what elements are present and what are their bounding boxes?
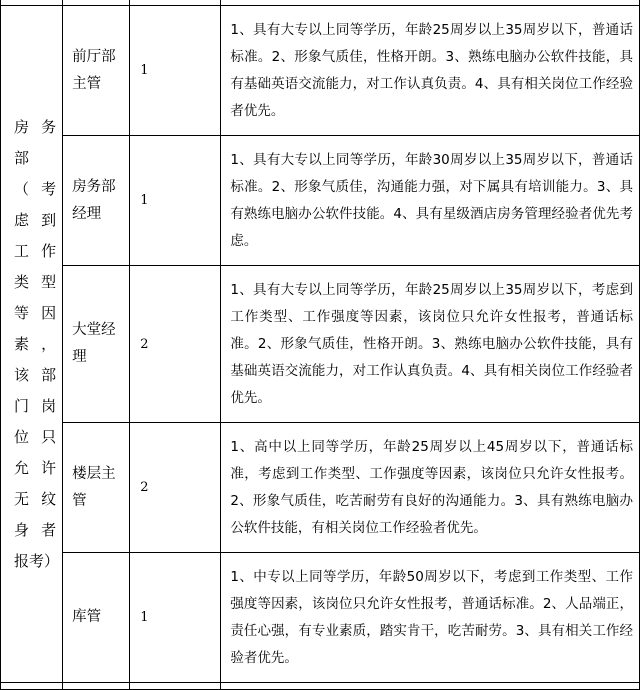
count-cell [130,423,221,553]
count-cell [130,6,221,136]
position-cell [63,136,130,266]
position-count: 2 [140,480,149,495]
next-row-stub [1,683,640,690]
position-requirements: 1、中专以上同等学历，年龄50周岁以下，考虑到工作类型、工作强度等因素，该岗位只允许女性报考，普通话标准。2、人品端正，责任心强，有专业素质，踏实肯干，吃苦耐劳。3、具有相关工作经验者优先。 [230,568,633,666]
position-title: 库管 [72,609,102,625]
count-cell [130,266,221,423]
position-count: 1 [140,63,149,78]
table-row [1,266,640,423]
position-requirements: 1、具有大专以上同等学历，年龄25周岁以上35周岁以下，考虑到工作类型、工作强度等因素，该岗位只允许女性报考，普通话标准。2、形象气质佳，性格开朗。3、熟练电脑办公软件技能，具有基础英语交流能力，对工作认真负责。4、具有相关岗位工作经验者优先。 [230,281,633,406]
position-count: 1 [140,193,149,208]
position-title: 房务部经理 [72,178,116,222]
position-cell [63,553,130,683]
position-title: 前厅部主管 [72,48,116,92]
position-cell [63,423,130,553]
table-row [1,423,640,553]
table-row [1,553,640,683]
position-count: 1 [140,610,149,625]
position-requirements: 1、具有大专以上同等学历，年龄30周岁以上35周岁以下，普通话标准。2、形象气质佳，沟通能力强，对下属具有培训能力。3、具有熟练电脑办公软件技能。4、具有星级酒店房务管理经验者优先考虑。 [230,151,633,249]
position-cell [63,266,130,423]
count-cell [130,136,221,266]
requirements-cell [221,266,640,423]
position-count: 2 [140,336,149,352]
position-requirements: 1、高中以上同等学历，年龄25周岁以上45周岁以下，普通话标准，考虑到工作类型、工作强度等因素，该岗位只允许女性报考。2、形象气质佳，吃苦耐劳有良好的沟通能力。3、具有熟练电脑办公软件技能，有相关岗位工作经验者优先。 [230,438,633,536]
position-title: 大堂经理 [72,322,116,365]
requirements-cell [221,553,640,683]
requirements-cell [221,423,640,553]
position-title: 楼层主管 [72,465,116,509]
department-name: 房务部（考虑到工作类型等因素，该部门岗位只允许无纹身者报考） [14,117,60,570]
count-cell [130,553,221,683]
requirements-cell [221,6,640,136]
table-row [1,6,640,136]
table-row [1,136,640,266]
position-requirements: 1、具有大专以上同等学历，年龄25周岁以上35周岁以下，普通话标准。2、形象气质佳，性格开朗。3、熟练电脑办公软件技能，具有基础英语交流能力，对工作认真负责。4、具有相关岗位工作经验者优先。 [230,21,633,119]
position-cell [63,6,130,136]
requirements-cell [221,136,640,266]
department-cell [1,6,63,683]
